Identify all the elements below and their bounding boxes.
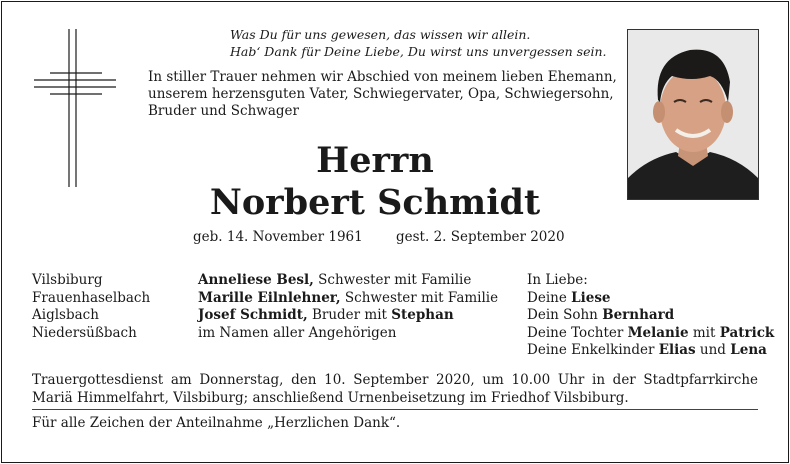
- portrait-icon: [628, 30, 758, 199]
- relative-item: Anneliese Besl, Schwester mit Familie: [198, 272, 472, 288]
- family-daughter: Deine Tochter Melanie mit Patrick: [527, 324, 775, 341]
- intro-line-2: unserem herzensguten Vater, Schwiegervater, Opa, Schwiegersohn,: [148, 86, 614, 102]
- cross-icon: [30, 27, 120, 189]
- portrait-photo: [627, 29, 759, 200]
- salutation: Herrn: [316, 140, 434, 181]
- places-column: [32, 272, 150, 342]
- relative-item: im Namen aller Angehörigen: [198, 324, 397, 341]
- death-date: gest. 2. September 2020: [396, 229, 565, 245]
- intro-line-1: In stiller Trauer nehmen wir Abschied von meinem lieben Ehemann,: [148, 69, 617, 85]
- service-info: Trauergottesdienst am Donnerstag, den 10. September 2020, um 10.00 Uhr in der Stadtpfarrkirche Mariä Himmelfahrt, Vilsbiburg; anschließend Urnenbeisetzung im Friedhof Vilsbiburg.: [32, 372, 758, 406]
- family-label: In Liebe:: [527, 272, 588, 288]
- relatives-column: [198, 272, 498, 342]
- relative-item: Marille Eilnlehner, Schwester mit Familie: [198, 289, 499, 306]
- family-grandchildren: Deine Enkelkinder Elias und Lena: [527, 342, 767, 358]
- intro-line-3: Bruder und Schwager: [148, 103, 299, 119]
- place-item: Niedersüßbach: [32, 324, 137, 341]
- place-item: Vilsbiburg: [32, 272, 103, 288]
- birth-date: geb. 14. November 1961: [193, 229, 363, 245]
- family-son: Dein Sohn Bernhard: [527, 307, 675, 323]
- deceased-name: Norbert Schmidt: [209, 182, 541, 223]
- family-column: [527, 272, 774, 360]
- relative-item: Josef Schmidt, Bruder mit Stephan: [198, 307, 454, 323]
- divider: [32, 409, 758, 410]
- thanks-line: Für alle Zeichen der Anteilnahme „Herzlichen Dank“.: [32, 415, 401, 431]
- quote-line-1: Was Du für uns gewesen, das wissen wir allein.: [230, 27, 531, 42]
- family-wife: Deine Liese: [527, 289, 611, 306]
- place-item: Frauenhaselbach: [32, 289, 151, 306]
- place-item: Aiglsbach: [32, 307, 99, 323]
- quote-line-2: Hab‘ Dank für Deine Liebe, Du wirst uns unvergessen sein.: [230, 44, 607, 59]
